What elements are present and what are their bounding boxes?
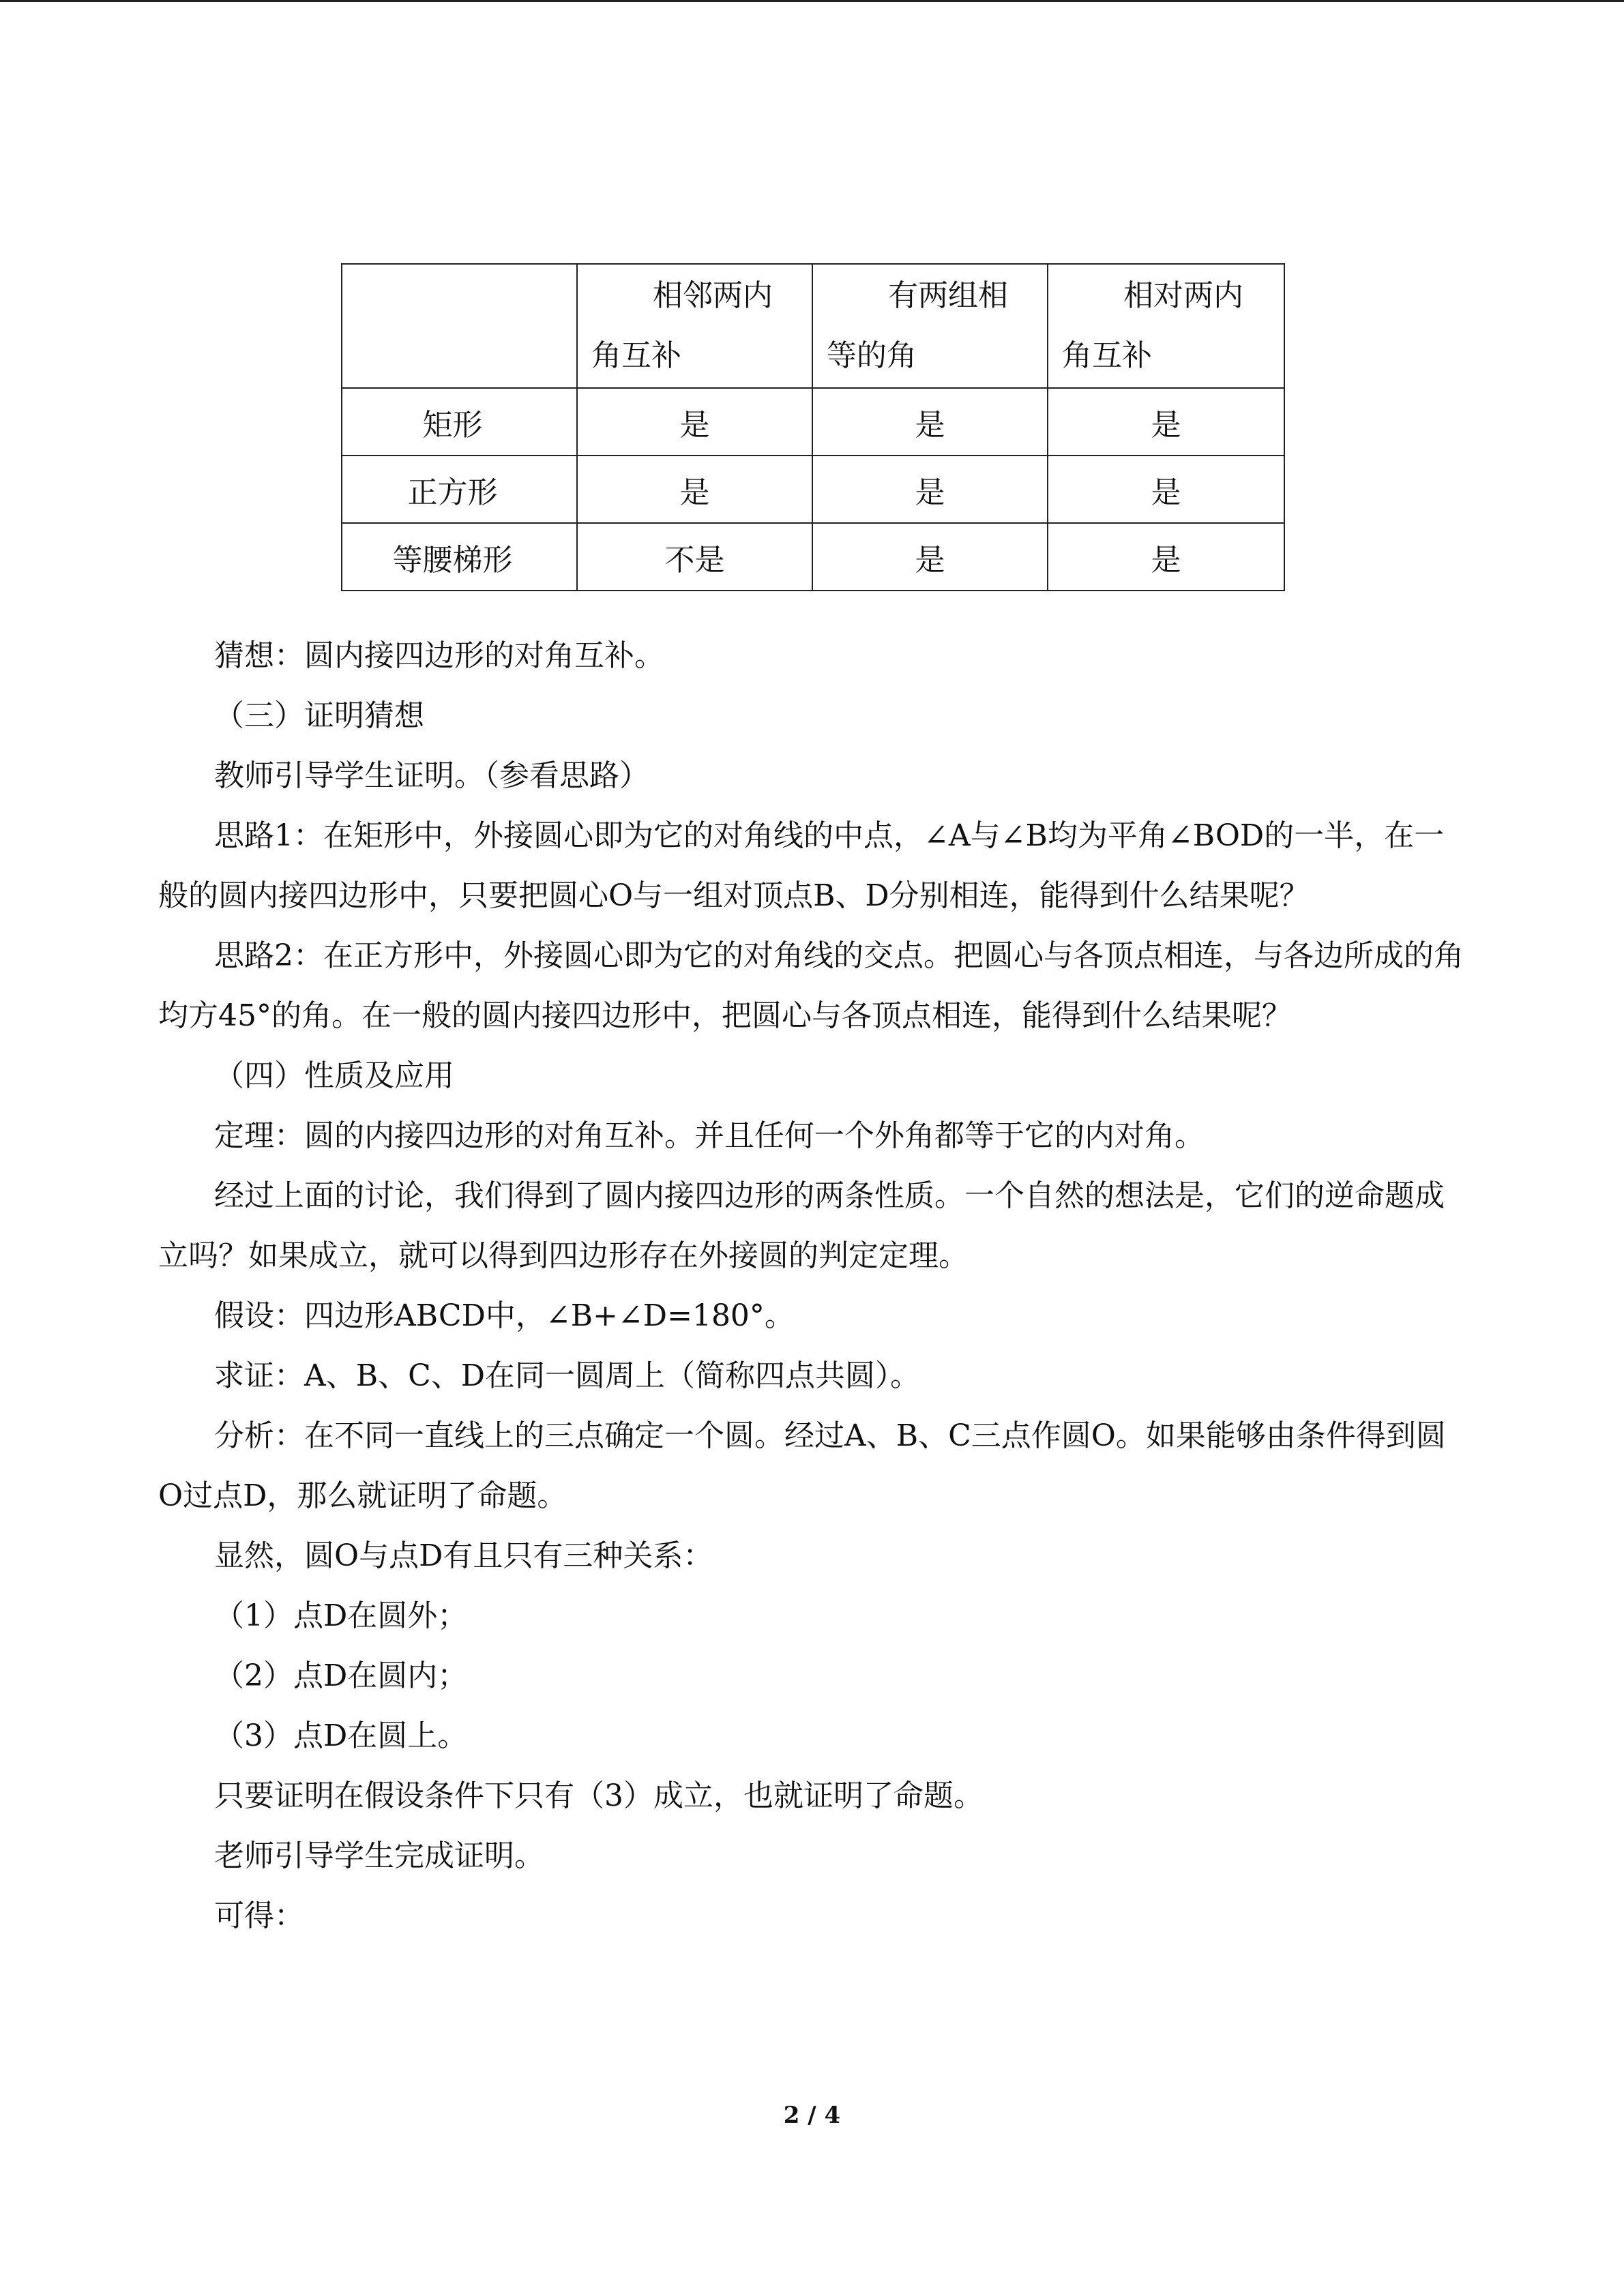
top-border [0, 0, 1624, 2]
table-cell: 是 [1048, 456, 1284, 523]
table-corner-cell [342, 264, 577, 388]
list-item: （2）点D在圆内； [214, 1658, 468, 1693]
paragraph-teacher-guide: 教师引导学生证明。（参看思路） [214, 758, 649, 793]
table-row [342, 456, 1284, 523]
table-row [342, 388, 1284, 456]
header-adjacent-supplementary: 相邻两内 角互补 [577, 264, 812, 388]
table-cell: 是 [812, 456, 1048, 523]
table-cell: 是 [812, 523, 1048, 591]
list-item: （3）点D在圆上。 [214, 1718, 468, 1753]
paragraph-conjecture: 猜想：圆内接四边形的对角互补。 [214, 638, 664, 673]
comparison-table [341, 263, 1285, 591]
row-label: 正方形 [342, 456, 577, 523]
table-cell: 是 [577, 388, 812, 456]
table-cell: 是 [812, 388, 1048, 456]
table-cell: 是 [1048, 388, 1284, 456]
paragraph-prove: 求证：A、B、C、D在同一圆周上（简称四点共圆）。 [214, 1358, 921, 1393]
paragraph-idea-2: 思路2：在正方形中，外接圆心即为它的对角线的交点。把圆心与各顶点相连，与各边所成的角均方45°的角。在一般的圆内接四边形中，把圆心与各顶点相连，能得到什么结果呢？ [158, 938, 1464, 1033]
table-cell: 是 [1048, 523, 1284, 591]
paragraph-relations: 显然，圆O与点D有且只有三种关系： [214, 1538, 713, 1573]
list-item: （1）点D在圆外； [214, 1598, 468, 1633]
table-header-row [342, 264, 1284, 388]
section-heading-4: （四）性质及应用 [214, 1058, 454, 1093]
header-opposite-supplementary: 相对两内 角互补 [1048, 264, 1284, 388]
body-text [158, 626, 1468, 1946]
page-number: 2 / 4 [783, 2102, 841, 2129]
table-row [342, 523, 1284, 591]
table-cell: 是 [577, 456, 812, 523]
section-heading-3: （三）证明猜想 [214, 698, 424, 733]
paragraph-result: 可得： [214, 1898, 304, 1933]
row-label: 等腰梯形 [342, 523, 577, 591]
header-two-equal-angles: 有两组相 等的角 [812, 264, 1048, 388]
row-label: 矩形 [342, 388, 577, 456]
paragraph-conclusion: 只要证明在假设条件下只有（3）成立，也就证明了命题。 [214, 1778, 984, 1813]
paragraph-discussion: 经过上面的讨论，我们得到了圆内接四边形的两条性质。一个自然的想法是，它们的逆命题成立吗？如果成立，就可以得到四边形存在外接圆的判定定理。 [158, 1178, 1445, 1273]
paragraph-analysis: 分析：在不同一直线上的三点确定一个圆。经过A、B、C三点作圆O。如果能够由条件得到圆O过点D，那么就证明了命题。 [158, 1418, 1446, 1513]
paragraph-idea-1: 思路1：在矩形中，外接圆心即为它的对角线的中点，∠A与∠B均为平角∠BOD的一半，在一般的圆内接四边形中，只要把圆心O与一组对顶点B、D分别相连，能得到什么结果呢？ [158, 818, 1445, 913]
table-cell: 不是 [577, 523, 812, 591]
paragraph-teacher-complete: 老师引导学生完成证明。 [214, 1838, 544, 1873]
paragraph-hypothesis: 假设：四边形ABCD中，∠B+∠D=180°。 [214, 1298, 795, 1333]
paragraph-theorem: 定理：圆的内接四边形的对角互补。并且任何一个外角都等于它的内对角。 [214, 1118, 1205, 1153]
